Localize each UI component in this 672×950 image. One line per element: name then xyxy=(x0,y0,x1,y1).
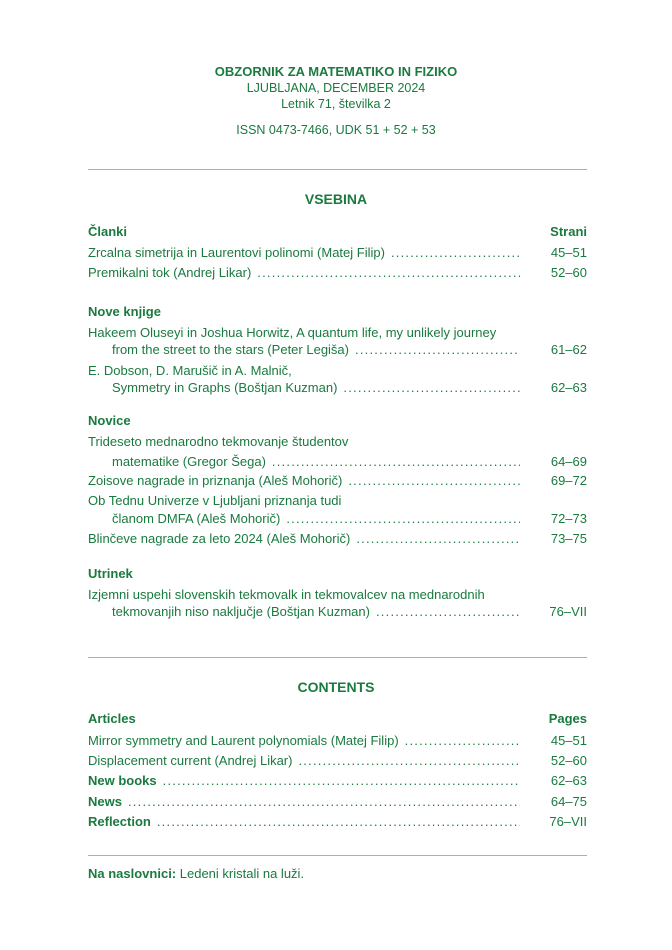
volume-issue: Letnik 71, številka 2 xyxy=(281,97,391,111)
leader-dots xyxy=(356,531,520,547)
leader-dots xyxy=(355,342,520,358)
journal-title: OBZORNIK ZA MATEMATIKO IN FIZIKO xyxy=(214,64,458,79)
toc-entry[interactable] xyxy=(112,342,520,358)
leader-dots xyxy=(298,753,520,769)
entry-title: from the street to the stars (Peter Legiša) xyxy=(112,342,349,357)
entry-pages: 76–VII xyxy=(549,604,587,619)
toc-entry[interactable] xyxy=(112,380,520,396)
divider xyxy=(88,657,587,658)
entry-title-line1: E. Dobson, D. Marušič in A. Malnič, xyxy=(88,363,292,378)
entry-title: Mirror symmetry and Laurent polynomials (Matej Filip) xyxy=(88,733,399,748)
cover-caption-label: Na naslovnici: xyxy=(88,866,177,881)
leader-dots xyxy=(157,814,520,830)
entry-title: Reflection xyxy=(88,814,151,829)
section-clanki: Članki xyxy=(88,224,128,239)
leader-dots xyxy=(348,473,520,489)
entry-title: Symmetry in Graphs (Boštjan Kuzman) xyxy=(112,380,338,395)
toc-entry[interactable] xyxy=(112,454,520,470)
toc-entry[interactable] xyxy=(88,245,520,261)
entry-title: članom DMFA (Aleš Mohorič) xyxy=(112,511,281,526)
entry-title-line1: Trideseto mednarodno tekmovanje študentov xyxy=(88,434,349,449)
leader-dots xyxy=(163,773,520,789)
entry-title: News xyxy=(88,794,122,809)
leader-dots xyxy=(376,604,520,620)
toc-entry[interactable] xyxy=(88,733,520,749)
toc-entry[interactable] xyxy=(88,265,520,281)
toc-entry[interactable] xyxy=(88,531,520,547)
entry-title: Blinčeve nagrade za leto 2024 (Aleš Mohorič) xyxy=(88,531,351,546)
entry-title: Displacement current (Andrej Likar) xyxy=(88,753,293,768)
entry-pages: 72–73 xyxy=(550,511,587,526)
entry-pages: 52–60 xyxy=(550,265,587,280)
toc-entry[interactable] xyxy=(112,604,520,620)
issn-line: ISSN 0473-7466, UDK 51 + 52 + 53 xyxy=(236,123,436,137)
section-utrinek: Utrinek xyxy=(88,566,133,581)
entry-pages: 64–69 xyxy=(550,454,587,469)
entry-title-line1: Izjemni uspehi slovenskih tekmovalk in tekmovalcev na mednarodnih xyxy=(88,587,485,602)
entry-pages: 64–75 xyxy=(550,794,587,809)
divider xyxy=(88,169,587,170)
leader-dots xyxy=(257,265,520,281)
entry-title: matematike (Gregor Šega) xyxy=(112,454,266,469)
section-articles: Articles xyxy=(88,711,136,726)
entry-title: Premikalni tok (Andrej Likar) xyxy=(88,265,252,280)
entry-pages: 62–63 xyxy=(550,773,587,788)
entry-title-line1: Hakeem Oluseyi in Joshua Horwitz, A quantum life, my unlikely journey xyxy=(88,325,497,340)
leader-dots xyxy=(391,245,520,261)
leader-dots xyxy=(128,794,520,810)
entry-pages: 45–51 xyxy=(550,245,587,260)
cover-caption xyxy=(88,866,304,881)
entry-pages: 61–62 xyxy=(550,342,587,357)
toc-entry[interactable] xyxy=(88,794,520,810)
toc-entry[interactable] xyxy=(88,773,520,789)
cover-caption-text: Ledeni kristali na luži. xyxy=(179,866,305,881)
entry-title: Zoisove nagrade in priznanja (Aleš Mohorič) xyxy=(88,473,343,488)
divider xyxy=(88,855,587,856)
leader-dots xyxy=(286,511,520,527)
place-date: LJUBLJANA, DECEMBER 2024 xyxy=(246,81,426,95)
entry-title-line1: Ob Tednu Univerze v Ljubljani priznanja tudi xyxy=(88,493,342,508)
section-novice: Novice xyxy=(88,413,131,428)
toc-entry[interactable] xyxy=(112,511,520,527)
entry-title: New books xyxy=(88,773,157,788)
entry-pages: 45–51 xyxy=(550,733,587,748)
entry-title: tekmovanjih niso naključje (Boštjan Kuzman) xyxy=(112,604,370,619)
leader-dots xyxy=(272,454,520,470)
section-nove-knjige: Nove knjige xyxy=(88,304,161,319)
contents-heading: CONTENTS xyxy=(297,679,375,695)
leader-dots xyxy=(405,733,520,749)
toc-entry[interactable] xyxy=(88,814,520,830)
leader-dots xyxy=(343,380,520,396)
entry-pages: 62–63 xyxy=(550,380,587,395)
entry-pages: 69–72 xyxy=(550,473,587,488)
entry-pages: 73–75 xyxy=(550,531,587,546)
entry-pages: 76–VII xyxy=(549,814,587,829)
toc-entry[interactable] xyxy=(88,753,520,769)
strani-header: Strani xyxy=(550,224,587,239)
entry-pages: 52–60 xyxy=(550,753,587,768)
toc-entry[interactable] xyxy=(88,473,520,489)
pages-header: Pages xyxy=(548,711,587,726)
vsebina-heading: VSEBINA xyxy=(304,191,368,207)
entry-title: Zrcalna simetrija in Laurentovi polinomi (Matej Filip) xyxy=(88,245,385,260)
